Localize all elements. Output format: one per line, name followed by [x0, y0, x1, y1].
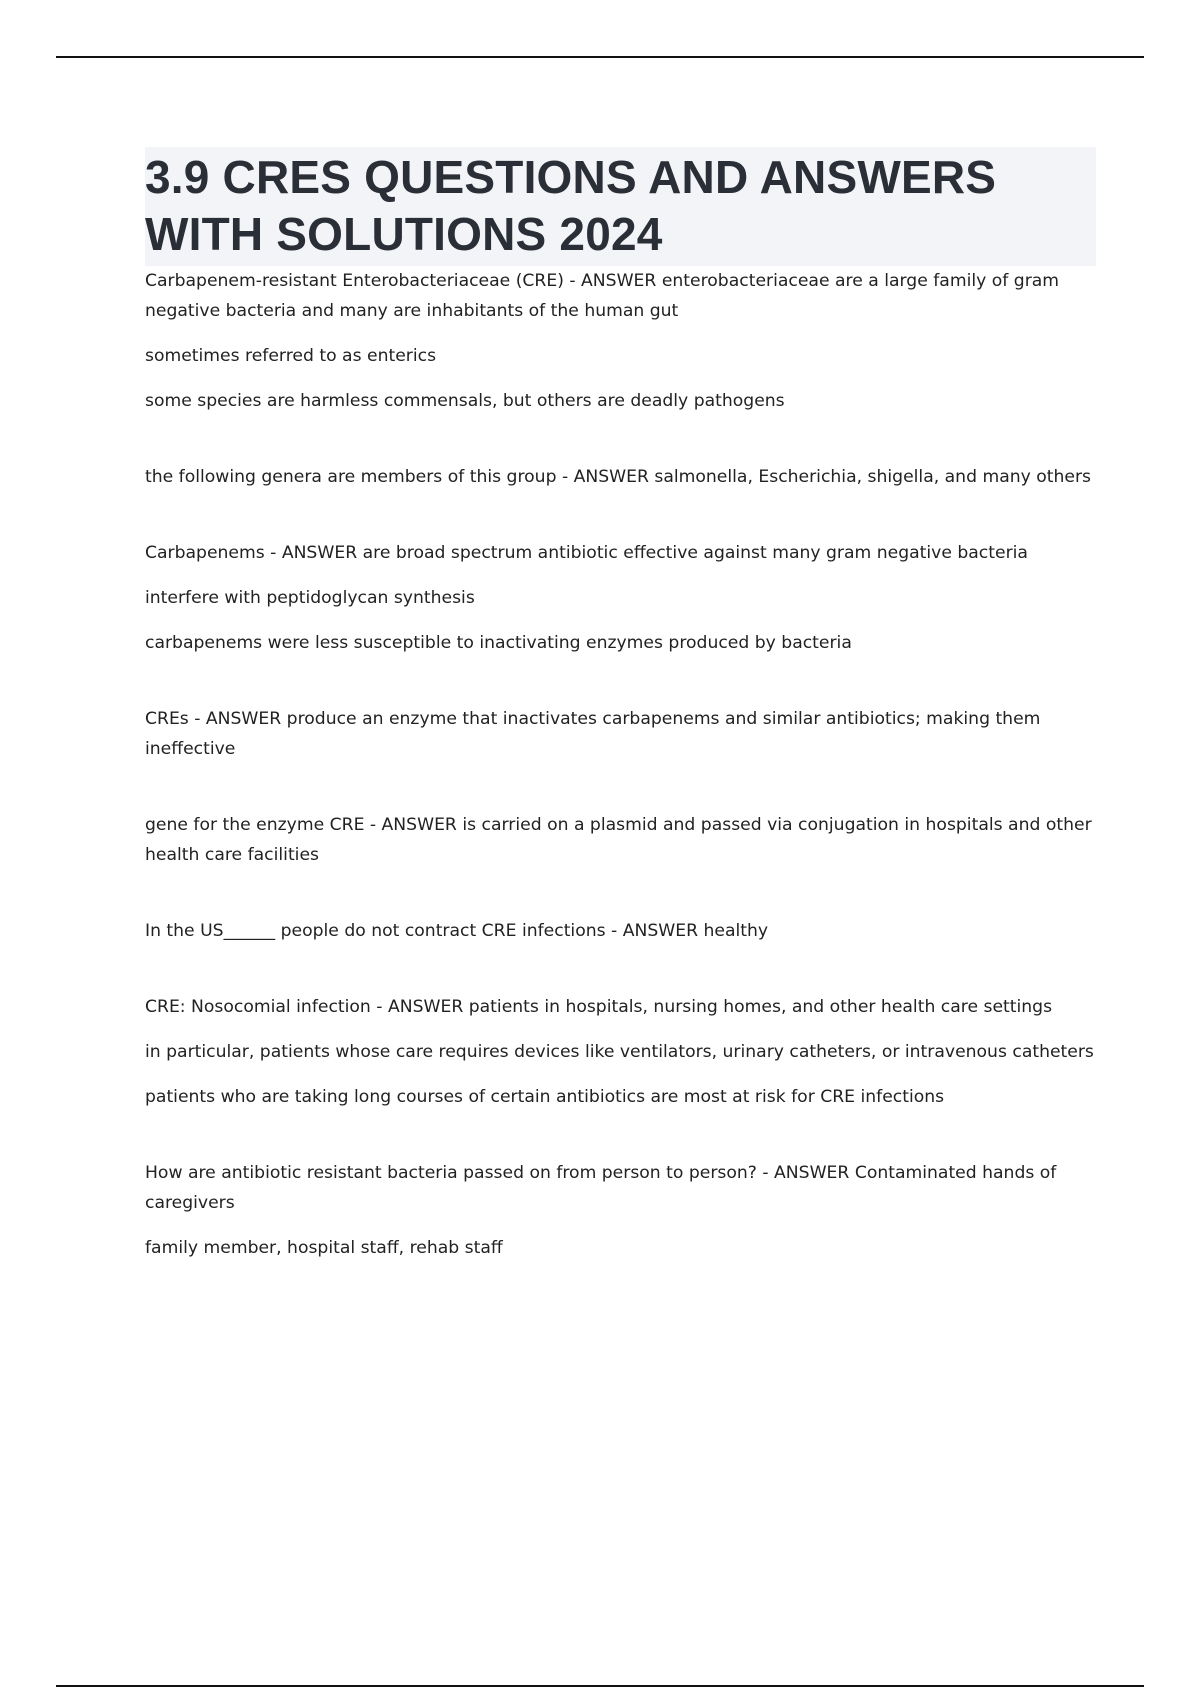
- qa-entry-transmission: [145, 1158, 1095, 1263]
- qa-line: Carbapenems - ANSWER are broad spectrum antibiotic effective against many gram negative bacteria: [145, 543, 1028, 563]
- qa-line: family member, hospital staff, rehab staff: [145, 1238, 503, 1258]
- qa-line: interfere with peptidoglycan synthesis: [145, 588, 475, 608]
- qa-entry-carbapenems: [145, 538, 1095, 658]
- qa-line: carbapenems were less susceptible to inactivating enzymes produced by bacteria: [145, 633, 852, 653]
- qa-entry-cres: [145, 704, 1095, 764]
- qa-line: the following genera are members of this group - ANSWER salmonella, Escherichia, shigella, and many others: [145, 467, 1092, 487]
- title-line-2: WITH SOLUTIONS 2024: [145, 208, 663, 260]
- qa-entry-cre-definition: [145, 266, 1095, 416]
- qa-line: How are antibiotic resistant bacteria passed on from person to person? - ANSWER Contaminated hands of caregivers: [145, 1163, 1057, 1213]
- top-rule: [56, 56, 1144, 58]
- title-line-1: 3.9 CRES QUESTIONS AND ANSWERS: [145, 151, 997, 203]
- qa-line: some species are harmless commensals, but others are deadly pathogens: [145, 391, 785, 411]
- qa-line: sometimes referred to as enterics: [145, 346, 437, 366]
- qa-line: In the US______ people do not contract CRE infections - ANSWER healthy: [145, 921, 769, 941]
- qa-line: Carbapenem-resistant Enterobacteriaceae (CRE) - ANSWER enterobacteriaceae are a large family of gram negative bacteria and many are inhabitants of the human gut: [145, 271, 1060, 321]
- qa-line: CRE: Nosocomial infection - ANSWER patients in hospitals, nursing homes, and other health care settings: [145, 997, 1053, 1017]
- qa-line: CREs - ANSWER produce an enzyme that inactivates carbapenems and similar antibiotics; making them ineffective: [145, 709, 1041, 759]
- document-body: [145, 147, 1095, 1263]
- title-block: [145, 147, 1096, 266]
- qa-entry-healthy: [145, 916, 1095, 946]
- qa-entry-gene: [145, 810, 1095, 870]
- qa-line: in particular, patients whose care requires devices like ventilators, urinary catheters, or intravenous catheters: [145, 1042, 1094, 1062]
- qa-entry-nosocomial: [145, 992, 1095, 1112]
- bottom-rule: [56, 1685, 1144, 1687]
- qa-line: patients who are taking long courses of certain antibiotics are most at risk for CRE infections: [145, 1087, 945, 1107]
- document-title: [145, 149, 1092, 263]
- qa-line: gene for the enzyme CRE - ANSWER is carried on a plasmid and passed via conjugation in hospitals and other health care facilities: [145, 815, 1092, 865]
- qa-entry-genera: [145, 462, 1095, 492]
